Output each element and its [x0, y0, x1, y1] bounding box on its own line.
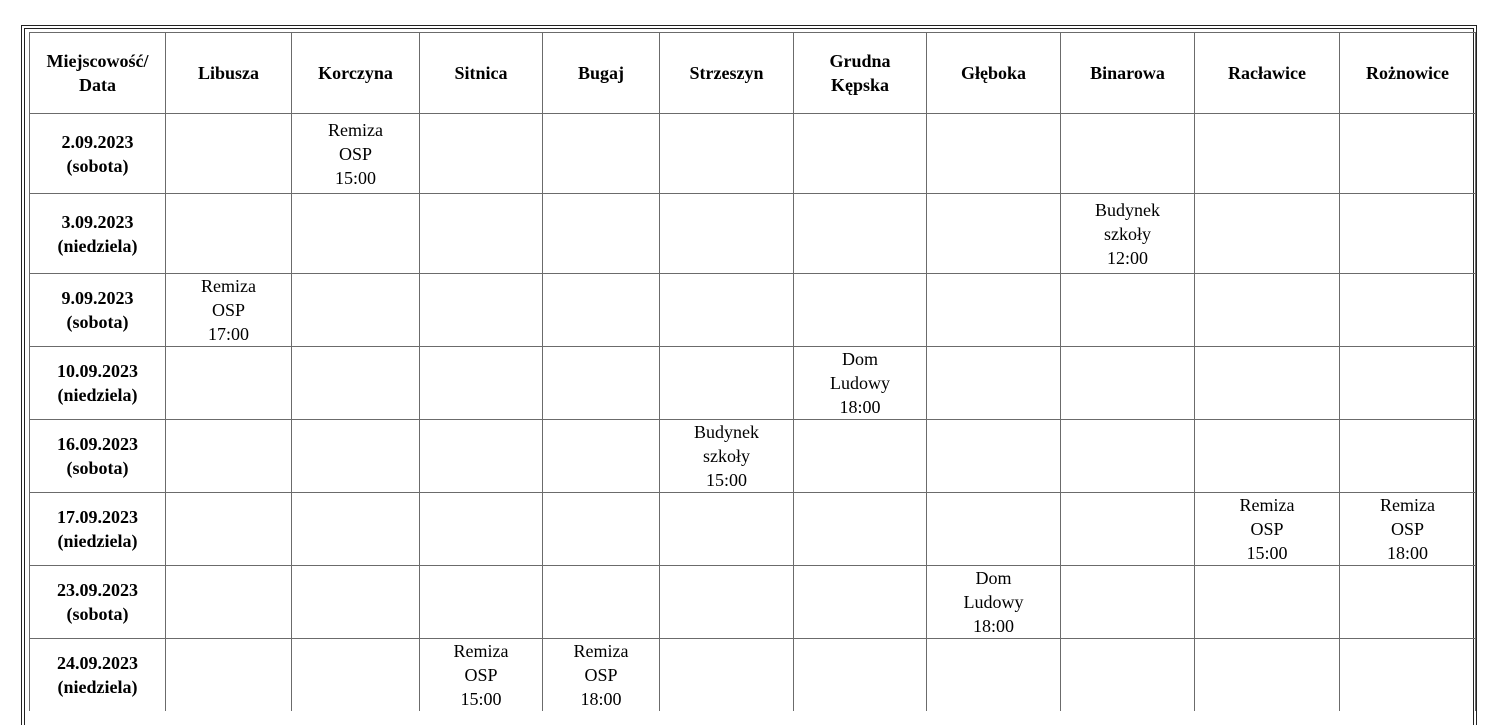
column-header-label: Strzeszyn [689, 63, 764, 83]
empty-cell [660, 639, 794, 712]
event-line: Budynek [1095, 199, 1160, 220]
event-line: Remiza [1239, 495, 1295, 515]
table-row [30, 639, 1476, 712]
column-header-label: Racławice [1228, 63, 1306, 83]
event-cell [1061, 194, 1195, 274]
date-label: 24.09.2023 [57, 653, 138, 673]
day-label: (sobota) [66, 604, 129, 624]
column-header-roznowice [1340, 33, 1476, 114]
event-line: Remiza [328, 119, 383, 140]
event-line: Ludowy [830, 373, 890, 393]
empty-cell [927, 493, 1061, 566]
empty-cell [927, 194, 1061, 274]
table-row [30, 420, 1476, 493]
column-header-label: Rożnowice [1366, 63, 1449, 83]
empty-cell [660, 194, 794, 274]
event-line: 15:00 [705, 470, 747, 490]
empty-cell [166, 493, 292, 566]
event-cell [660, 420, 794, 493]
empty-cell [1340, 347, 1476, 420]
empty-cell [1340, 274, 1476, 347]
table-row [30, 347, 1476, 420]
empty-cell [292, 493, 420, 566]
column-header-bugaj [543, 33, 660, 114]
event-line: OSP [584, 665, 618, 685]
schedule-body [30, 114, 1476, 712]
empty-cell [794, 420, 927, 493]
empty-cell [1195, 347, 1340, 420]
empty-cell [1340, 566, 1476, 639]
empty-cell [420, 274, 543, 347]
event-cell [927, 566, 1061, 639]
date-cell [30, 194, 166, 274]
day-label: (niedziela) [57, 531, 138, 551]
event-line: 15:00 [460, 689, 502, 709]
event-cell [166, 274, 292, 347]
event-cell [794, 347, 927, 420]
empty-cell [1195, 274, 1340, 347]
column-header-label: Bugaj [577, 63, 624, 83]
empty-cell [166, 566, 292, 639]
empty-cell [1061, 566, 1195, 639]
empty-cell [1340, 420, 1476, 493]
event-line: 12:00 [1106, 247, 1148, 268]
empty-cell [927, 274, 1061, 347]
empty-cell [166, 194, 292, 274]
event-line: OSP [1390, 519, 1425, 539]
column-header-grudna-kepska [794, 33, 927, 114]
date-label: 23.09.2023 [57, 580, 138, 600]
empty-cell [1195, 194, 1340, 274]
corner-header [30, 33, 166, 114]
event-line: 18:00 [1386, 543, 1428, 563]
day-label: (sobota) [66, 312, 129, 332]
column-header-binarowa [1061, 33, 1195, 114]
empty-cell [543, 493, 660, 566]
date-cell [30, 114, 166, 194]
schedule-table [29, 32, 1476, 711]
empty-cell [794, 114, 927, 194]
date-cell [30, 347, 166, 420]
event-line: 15:00 [334, 167, 376, 188]
empty-cell [927, 114, 1061, 194]
event-line: Dom [842, 349, 878, 369]
event-line: Remiza [573, 641, 629, 661]
column-header-strzeszyn [660, 33, 794, 114]
event-line: szkoły [703, 446, 750, 466]
event-cell [1340, 493, 1476, 566]
empty-cell [166, 639, 292, 712]
event-line: 17:00 [207, 324, 249, 344]
empty-cell [543, 274, 660, 347]
empty-cell [1340, 114, 1476, 194]
empty-cell [420, 347, 543, 420]
table-row [30, 114, 1476, 194]
event-cell [292, 114, 420, 194]
empty-cell [794, 194, 927, 274]
empty-cell [166, 114, 292, 194]
column-header-label: Kępska [830, 75, 890, 95]
empty-cell [660, 274, 794, 347]
day-label: (niedziela) [57, 385, 138, 405]
date-label: 10.09.2023 [57, 361, 138, 381]
event-cell [420, 639, 543, 712]
column-header-sitnica [420, 33, 543, 114]
column-header-label: Głęboka [960, 63, 1026, 83]
empty-cell [1061, 274, 1195, 347]
date-cell [30, 274, 166, 347]
event-line: Budynek [694, 422, 759, 442]
column-header-label: Binarowa [1090, 63, 1165, 83]
empty-cell [292, 566, 420, 639]
empty-cell [543, 114, 660, 194]
empty-cell [543, 420, 660, 493]
empty-cell [927, 639, 1061, 712]
column-header-raclawice [1195, 33, 1340, 114]
date-cell [30, 493, 166, 566]
event-line: 18:00 [580, 689, 622, 709]
empty-cell [794, 566, 927, 639]
column-header-korczyna [292, 33, 420, 114]
event-line: 18:00 [972, 616, 1014, 636]
empty-cell [794, 493, 927, 566]
date-label: 3.09.2023 [61, 211, 134, 232]
empty-cell [1061, 347, 1195, 420]
empty-cell [794, 639, 927, 712]
empty-cell [420, 114, 543, 194]
empty-cell [292, 274, 420, 347]
event-line: OSP [211, 300, 246, 320]
date-cell [30, 639, 166, 712]
empty-cell [292, 194, 420, 274]
event-line: szkoły [1104, 223, 1151, 244]
event-line: OSP [338, 143, 373, 164]
empty-cell [927, 347, 1061, 420]
date-label: 2.09.2023 [61, 131, 134, 152]
empty-cell [660, 347, 794, 420]
empty-cell [420, 493, 543, 566]
empty-cell [1195, 639, 1340, 712]
empty-cell [1061, 493, 1195, 566]
column-header-label: Sitnica [454, 63, 508, 83]
date-cell [30, 566, 166, 639]
date-label: 17.09.2023 [57, 507, 138, 527]
column-header-libusza [166, 33, 292, 114]
day-label: (niedziela) [57, 677, 138, 697]
event-line: OSP [464, 665, 498, 685]
event-line: Remiza [453, 641, 509, 661]
corner-header-line: Data [79, 75, 116, 95]
day-label: (sobota) [66, 458, 129, 478]
empty-cell [794, 274, 927, 347]
event-line: Ludowy [963, 592, 1024, 612]
event-line: 18:00 [839, 397, 881, 417]
empty-cell [660, 566, 794, 639]
event-line: OSP [1250, 519, 1284, 539]
empty-cell [660, 114, 794, 194]
empty-cell [1340, 194, 1476, 274]
empty-cell [543, 194, 660, 274]
empty-cell [420, 194, 543, 274]
empty-cell [1195, 566, 1340, 639]
empty-cell [166, 420, 292, 493]
table-row [30, 493, 1476, 566]
empty-cell [660, 493, 794, 566]
empty-cell [420, 420, 543, 493]
empty-cell [292, 639, 420, 712]
empty-cell [543, 566, 660, 639]
event-line: Remiza [201, 276, 256, 296]
header-row [30, 33, 1476, 114]
table-row [30, 566, 1476, 639]
corner-header-line: Miejscowość/ [46, 51, 149, 71]
table-row [30, 194, 1476, 274]
date-label: 16.09.2023 [57, 434, 138, 454]
empty-cell [1195, 114, 1340, 194]
empty-cell [1061, 114, 1195, 194]
empty-cell [166, 347, 292, 420]
empty-cell [1340, 639, 1476, 712]
event-line: Remiza [1380, 495, 1435, 515]
empty-cell [1061, 420, 1195, 493]
event-cell [1195, 493, 1340, 566]
empty-cell [543, 347, 660, 420]
day-label: (niedziela) [57, 235, 138, 256]
empty-cell [420, 566, 543, 639]
column-header-gleboka [927, 33, 1061, 114]
column-header-label: Grudna [829, 51, 891, 71]
event-line: Dom [975, 568, 1012, 588]
date-cell [30, 420, 166, 493]
date-label: 9.09.2023 [61, 288, 134, 308]
table-row [30, 274, 1476, 347]
event-line: 15:00 [1246, 543, 1288, 563]
day-label: (sobota) [66, 155, 129, 176]
event-cell [543, 639, 660, 712]
empty-cell [292, 347, 420, 420]
empty-cell [1061, 639, 1195, 712]
column-header-label: Korczyna [318, 63, 393, 83]
empty-cell [292, 420, 420, 493]
empty-cell [1195, 420, 1340, 493]
column-header-label: Libusza [197, 63, 260, 83]
empty-cell [927, 420, 1061, 493]
